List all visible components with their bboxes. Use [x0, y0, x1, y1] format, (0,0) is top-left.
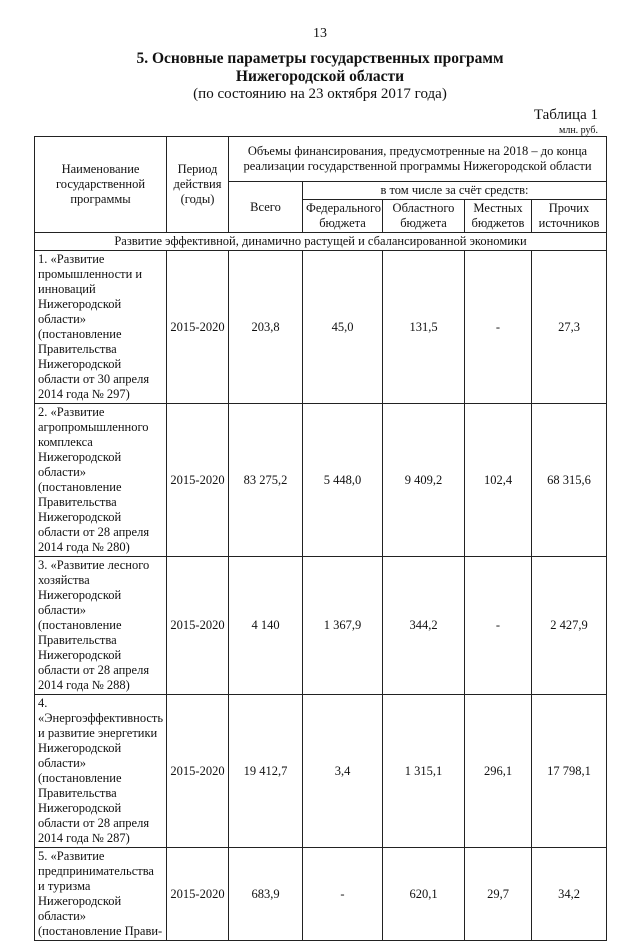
total-value: 683,9 [229, 848, 303, 941]
table-row [35, 251, 607, 404]
program-period: 2015-2020 [167, 695, 229, 848]
total-value: 83 275,2 [229, 404, 303, 557]
total-value: 19 412,7 [229, 695, 303, 848]
federal-value: 5 448,0 [303, 404, 383, 557]
program-name: 3. «Развитие лесного хозяйства Нижегородской области» (постановление Правительства Нижегородской области от 28 апреля 2014 года № 288) [35, 557, 167, 695]
program-name: 4. «Энергоэффективность и развитие энергетики Нижегородской области» (постановление Правительства Нижегородской области от 28 апреля 2014 года № 287) [35, 695, 167, 848]
header-period: Период действия (годы) [167, 137, 229, 233]
header-total: Всего [229, 182, 303, 233]
program-period: 2015-2020 [167, 848, 229, 941]
federal-value: 45,0 [303, 251, 383, 404]
header-local: Местных бюджетов [465, 200, 532, 233]
title-line-2: Нижегородской области [235, 68, 405, 85]
regional-value: 1 315,1 [383, 695, 465, 848]
header-other: Прочих источников [532, 200, 607, 233]
program-period: 2015-2020 [167, 251, 229, 404]
other-value: 17 798,1 [532, 695, 607, 848]
total-value: 4 140 [229, 557, 303, 695]
regional-value: 344,2 [383, 557, 465, 695]
header-regional: Областного бюджета [383, 200, 465, 233]
regional-value: 9 409,2 [383, 404, 465, 557]
local-value: 296,1 [465, 695, 532, 848]
local-value: 102,4 [465, 404, 532, 557]
other-value: 2 427,9 [532, 557, 607, 695]
table-row [35, 557, 607, 695]
local-value: - [465, 557, 532, 695]
regional-value: 131,5 [383, 251, 465, 404]
header-volumes: Объемы финансирования, предусмотренные на 2018 – до конца реализации государственной программы Нижегородской области [229, 137, 607, 182]
header-including: в том числе за счёт средств: [303, 182, 607, 200]
header-name: Наименование государственной программы [35, 137, 167, 233]
other-value: 68 315,6 [532, 404, 607, 557]
title-line-1: 5. Основные параметры государственных программ [136, 50, 504, 67]
units-label: млн. руб. [559, 125, 598, 136]
page-number: 13 [313, 26, 327, 41]
table-row [35, 404, 607, 557]
programs-table [34, 136, 607, 941]
other-value: 34,2 [532, 848, 607, 941]
document-title [0, 50, 640, 86]
federal-value: - [303, 848, 383, 941]
program-name: 5. «Развитие предпринимательства и туризма Нижегородской области» (постановление Прави- [35, 848, 167, 941]
federal-value: 1 367,9 [303, 557, 383, 695]
table-label: Таблица 1 [533, 107, 598, 123]
total-value: 203,8 [229, 251, 303, 404]
local-value: 29,7 [465, 848, 532, 941]
section-title: Развитие эффективной, динамично растущей и сбалансированной экономики [35, 233, 607, 251]
program-period: 2015-2020 [167, 404, 229, 557]
table-row [35, 848, 607, 941]
federal-value: 3,4 [303, 695, 383, 848]
local-value: - [465, 251, 532, 404]
other-value: 27,3 [532, 251, 607, 404]
program-name: 2. «Развитие агропромышленного комплекса Нижегородской области» (постановление Правительства Нижегородской области от 28 апреля 2014 года № 280) [35, 404, 167, 557]
regional-value: 620,1 [383, 848, 465, 941]
program-name: 1. «Развитие промышленности и инноваций Нижегородской области» (постановление Правительства Нижегородской области от 30 апреля 2014 года № 297) [35, 251, 167, 404]
document-subtitle: (по состоянию на 23 октября 2017 года) [193, 86, 447, 102]
table-row [35, 695, 607, 848]
program-period: 2015-2020 [167, 557, 229, 695]
header-federal: Федерального бюджета [303, 200, 383, 233]
